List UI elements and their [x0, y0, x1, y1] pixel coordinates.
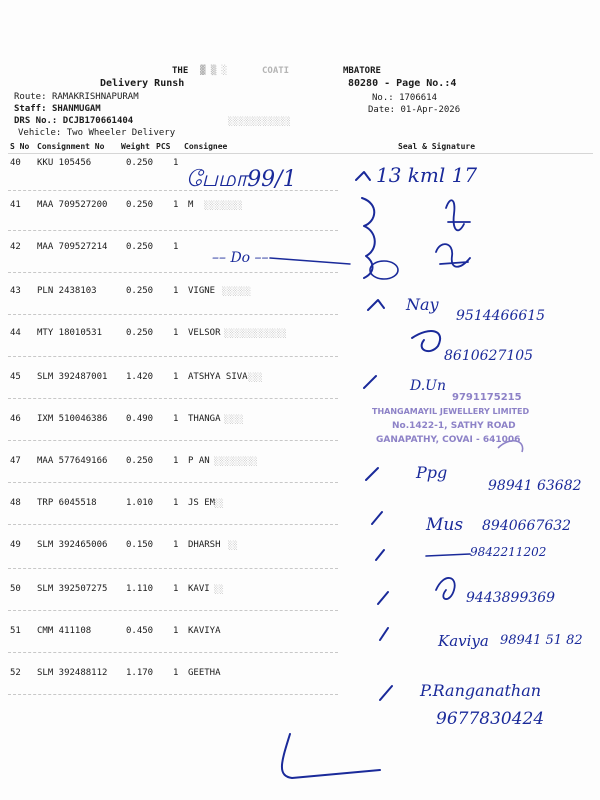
row-sno: 42 [10, 242, 21, 252]
row-consignment: MAA 709527200 [37, 200, 108, 210]
tick-mark [380, 686, 392, 700]
handwritten-phone: 9443899369 [466, 590, 556, 606]
row-weight: 1.010 [126, 498, 154, 508]
row-consignment: PLN 2438103 [37, 286, 97, 296]
row-consignment: SLM 392465006 [37, 540, 108, 550]
row-weight: 1.110 [126, 584, 154, 594]
runsheet-title-right: 80280 - Page No.:4 [348, 78, 457, 89]
row-consignment: CMM 411108 [37, 626, 92, 636]
faded-text: ░░░░░░░░ [204, 201, 243, 210]
handwritten-phone: 8610627105 [444, 348, 534, 364]
handwritten-signature: Mus [426, 515, 464, 535]
row-weight: 1.170 [126, 668, 154, 678]
closing-stroke [282, 734, 380, 778]
stamp-line-1: THANGAMAYIL JEWELLERY LIMITED [372, 407, 530, 416]
row-consignee: KAVIYA [188, 626, 221, 636]
row-consignee: KAVI [188, 584, 210, 594]
row-weight: 0.250 [126, 286, 154, 296]
row-sno: 48 [10, 498, 21, 508]
row-consignment: TRP 6045518 [37, 498, 97, 508]
row-consignee: GEETHA [188, 668, 221, 678]
handwritten-signature: 13 kml 17 [376, 163, 478, 187]
row-sno: 45 [10, 372, 21, 382]
row-pcs: 1 [173, 242, 179, 252]
row-weight: 0.250 [126, 200, 154, 210]
row-pcs: 1 [173, 328, 179, 338]
row-consignment: SLM 392487001 [37, 372, 108, 382]
col-pcs: PCS [156, 142, 171, 151]
scribble-signature [412, 331, 440, 351]
handwritten-phone: 9677830424 [436, 709, 545, 729]
col-consignment: Consignment No [37, 142, 105, 151]
handwritten-ditto: –– Do –– [212, 250, 269, 266]
stamp-line-2: No.1422-1, SATHY ROAD [392, 421, 516, 431]
faded-text: ░░░░░░ [222, 287, 251, 296]
route-label: Route: [14, 92, 47, 102]
row-consignee: THANGA [188, 414, 221, 424]
tick-mark [376, 550, 384, 560]
stamp-line-3: GANAPATHY, COVAI - 641006 [376, 435, 521, 445]
row-pcs: 1 [173, 200, 179, 210]
faded-text: ░░ [214, 499, 224, 508]
title-mid: COATI [262, 66, 290, 76]
row-consignment: IXM 510046386 [37, 414, 108, 424]
row-pcs: 1 [173, 584, 179, 594]
row-consignee: ATSHYA SIVA [188, 372, 248, 382]
handwritten-phone: 9791175215 [452, 392, 522, 403]
row-consignee: M [188, 200, 194, 210]
tick-mark [372, 512, 382, 524]
drs-label: DRS No.: [14, 116, 58, 126]
row-consignment: KKU 105456 [37, 158, 92, 168]
header-number: No.: 1706614 [372, 93, 438, 103]
faded-text: ░░░░░░░░░░░░░ [224, 329, 287, 338]
ditto-line [270, 258, 350, 264]
tick-mark [378, 592, 388, 604]
row-consignee: VELSOR [188, 328, 221, 338]
faded-text: ░░░ [248, 373, 263, 382]
faded-text: ░░░░░░░░░ [214, 457, 258, 466]
bracket-mark [362, 198, 375, 278]
row-weight: 0.250 [126, 242, 154, 252]
col-consignee: Consignee [184, 142, 228, 151]
row-consignment: MAA 577649166 [37, 456, 108, 466]
row-pcs: 1 [173, 498, 179, 508]
route-value: RAMAKRISHNAPURAM [51, 92, 139, 102]
row-sno: 41 [10, 200, 21, 210]
header-faded-line: ░░░░░░░░░░░░░ [228, 117, 291, 126]
row-pcs: 1 [173, 372, 179, 382]
row-consignee: JS EM [188, 498, 216, 508]
row-pcs: 1 [173, 158, 179, 168]
row-pcs: 1 [173, 668, 179, 678]
row-weight: 0.450 [126, 626, 154, 636]
handwritten-phone: 9514466615 [456, 308, 546, 324]
row-sno: 47 [10, 456, 21, 466]
row-sno: 40 [10, 158, 21, 168]
handwritten-signature: Nay [406, 295, 439, 314]
drs-value: DCJB170661404 [62, 116, 134, 126]
row-pcs: 1 [173, 626, 179, 636]
row-sno: 50 [10, 584, 21, 594]
row-sno: 44 [10, 328, 21, 338]
row-consignment: MTY 18010531 [37, 328, 103, 338]
row-weight: 0.250 [126, 456, 154, 466]
col-weight: Weight [121, 142, 150, 151]
handwritten-signature: Ppg [416, 463, 448, 482]
tick-mark [366, 468, 378, 480]
scribble-signature [446, 200, 470, 230]
row-sno: 49 [10, 540, 21, 550]
handwritten-phone: 98941 51 82 [500, 633, 583, 648]
scribble-signature [436, 244, 470, 267]
row-weight: 0.490 [126, 414, 154, 424]
row-weight: 0.150 [126, 540, 154, 550]
tick-mark [368, 300, 384, 310]
header-date: Date: 01-Apr-2026 [368, 105, 461, 115]
faded-text: ░░ [214, 585, 224, 594]
scribble-signature [436, 578, 455, 599]
row-sno: 52 [10, 668, 21, 678]
handwritten-name: P.Ranganathan [420, 681, 542, 700]
title-faded-1: ▓ ▒ ░ [200, 66, 228, 76]
row-consignment: SLM 392507275 [37, 584, 108, 594]
row-consignee: VIGNE [188, 286, 216, 296]
row-pcs: 1 [173, 286, 179, 296]
handwritten-phone: 9842211202 [470, 545, 547, 559]
handwritten-signature: Kaviya [438, 632, 489, 650]
row-pcs: 1 [173, 456, 179, 466]
vehicle-line: Vehicle: Two Wheeler Delivery [18, 128, 176, 138]
row-sno: 46 [10, 414, 21, 424]
handwritten-name: பேமா99/1 [186, 167, 297, 192]
row-consignment: MAA 709527214 [37, 242, 108, 252]
row-consignee: P AN [188, 456, 210, 466]
row-weight: 0.250 [126, 158, 154, 168]
row-pcs: 1 [173, 540, 179, 550]
row-consignment: SLM 392488112 [37, 668, 108, 678]
row-sno: 43 [10, 286, 21, 296]
col-seal: Seal & Signature [398, 142, 476, 151]
title-left: THE [172, 66, 189, 76]
scribble-loop [370, 261, 398, 279]
row-weight: 0.250 [126, 328, 154, 338]
handwritten-signature: D.Un [410, 378, 446, 394]
runsheet-title-left: Delivery Runsh [100, 78, 185, 89]
faded-text: ░░░░ [224, 415, 244, 424]
staff-value: SHANMUGAM [51, 104, 101, 114]
handwritten-phone: 8940667632 [482, 518, 572, 534]
row-pcs: 1 [173, 414, 179, 424]
title-right: MBATORE [343, 66, 381, 76]
tick-mark [364, 376, 376, 388]
tick-mark [380, 628, 388, 640]
row-weight: 1.420 [126, 372, 154, 382]
col-sno: S No [10, 142, 30, 151]
scribble-signature [426, 554, 470, 556]
row-sno: 51 [10, 626, 21, 636]
handwritten-phone: 98941 63682 [488, 478, 582, 494]
faded-text: ░░ [228, 541, 238, 550]
row-consignee: DHARSH [188, 540, 221, 550]
tick-mark [356, 172, 370, 180]
staff-label: Staff: [14, 104, 47, 114]
